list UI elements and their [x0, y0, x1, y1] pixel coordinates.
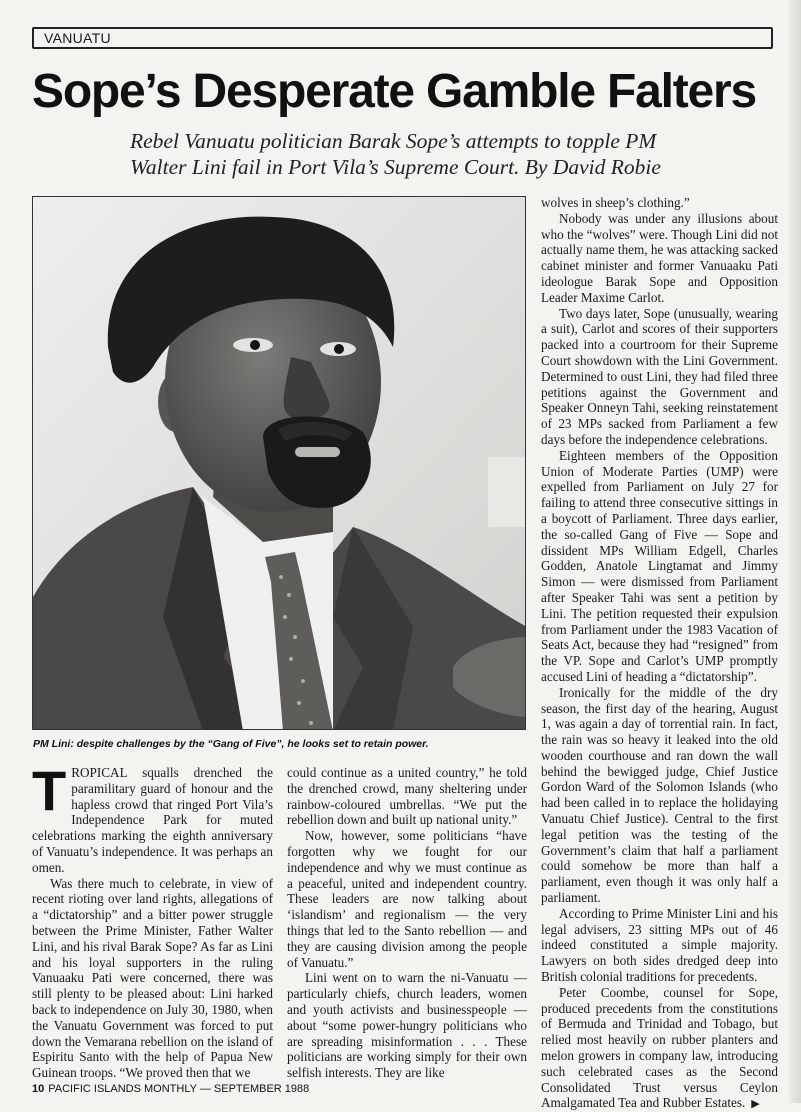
article-column-3 [541, 195, 778, 1112]
headline: Sope’s Desperate Gamble Falters [32, 65, 757, 118]
portrait-illustration [33, 197, 526, 730]
article-paragraph: Ironically for the middle of the dry season, the first day of the hearing, August 1, was again a day of torrential rain. In fact, the rain was so heavy it leaked into the old wooden courthouse and ran down the wall behind the bewigged judge, Chief Justice Gordon Ward of the Solomon Islands (who had been called in to replace the holidaying Vanuatu Chief Justice). Central to the first legal petition was the testing of the Government’s claim that half a parliament could somehow be more than half a parliament, even though it was only half a parliament. [541, 684, 778, 906]
article-paragraph: Peter Coombe, counsel for Sope, produced precedents from the constitutions of Bermuda and Trinidad and Tobago, but relied most heavily on rubber planters and melon growers in company law, introducing such celebrated cases as the Second Consolidated Trust versus Ceylon Amalgamated Tea and Rubber Estates. ▶ [541, 984, 778, 1111]
portrait-photo [32, 196, 526, 730]
article-paragraph: wolves in sheep’s clothing.” [541, 195, 690, 210]
page-footer [32, 1083, 309, 1095]
article-paragraph: According to Prime Minister Lini and his legal advisers, 23 sitting MPs out of 46 indeed constituted a simple majority. Lawyers on both sides dredged deep into British colonial traditions for precedents. [541, 905, 778, 985]
article-paragraph: Two days later, Sope (unusually, wearing a suit), Carlot and scores of their supporters packed into a courtroom for their Supreme Court showdown with the Lini Government. Determined to oust Lini, they had filed three petitions against the Government and Speaker Onneyn Tahi, seeking reinstatement of 23 MPs sacked from Parliament a few days before the independence celebrations. [541, 305, 778, 447]
deck-subtitle: Rebel Vanuatu politician Barak Sope’s attempts to topple PM Walter Lini fail in Port Vila’s Supreme Court. By David Robie [130, 129, 661, 179]
drop-cap: T [32, 759, 67, 822]
article-column-2 [287, 765, 527, 1081]
article-paragraph: TROPICAL squalls drenched the paramilitary guard of honour and the hapless crowd that ringed Port Vila’s Independence Park for muted celebrations marking the eighth anniversary of Vanuatu’s independence. It was perhaps an omen. [32, 759, 273, 875]
article-paragraph: Now, however, some politicians “have forgotten why we fought for our independence and why we must continue as a peaceful, united and independent country. These leaders are now talking about ‘islandism’ and regionalism — the very things that led to the Santo rebellion — and they are causing division among the people of Vanuatu.” [287, 828, 527, 970]
article-paragraph: could continue as a united country,” he told the drenched crowd, many sheltering under rainbow-coloured umbrellas. “We put the rebellion down and built up national unity.” [287, 765, 527, 828]
page-edge [789, 0, 801, 1103]
article-paragraph: Lini went on to warn the ni-Vanuatu — particularly chiefs, church leaders, women and youth activists and businesspeople — about “some power-hungry politicians who are spreading misinformation . . . These politicians are working simply for their own selfish interests. They are like [287, 970, 527, 1081]
photo-caption: PM Lini: despite challenges by the “Gang of Five”, he looks set to retain power. [33, 738, 429, 750]
article-paragraph: Eighteen members of the Opposition Union of Moderate Parties (UMP) were expelled from Parliament on July 27 for failing to attend three consecutive sittings in a boycott of Parliament. Three days earlier, the so-called Gang of Five — Sope and dissident MPs William Edgell, Charles Godden, Anatole Lingtamat and Jimmy Simon — were dismissed from Parliament after Speaker Tahi was sent a petition by Lini. The petition requested their expulsion from Parliament under the 1983 Vacation of Seats Act, because they had “resigned” from the VP. Sope and Carlot’s UMP promptly accused Lini of heading a “dictatorship”. [541, 447, 778, 684]
article-paragraph: Nobody was under any illusions about who the “wolves” were. Though Lini did not actually name them, he was attacking sacked cabinet minister and former Vanuaaku Pati ideologue Barak Sope and Opposition Leader Maxime Carlot. [541, 210, 778, 305]
continued-triangle-right-icon: ▶ [751, 1097, 760, 1111]
article-column-1 [32, 759, 273, 1081]
section-label-bar [32, 27, 773, 49]
article-paragraph: Was there much to celebrate, in view of recent rioting over land rights, allegations of a “dictatorship” and a bitter power struggle between the Prime Minister, Father Walter Lini, and his rival Barak Sope? As far as Lini and his loyal supporters in the ruling Vanuaaku Pati were concerned, there was still plenty to be pleased about: Lini harked back to independence on July 30, 1980, when the Vanuatu Government was forced to put down the Vemarana rebellion on the island of Espiritu Santo with the help of Papua New Guinean troops. “We proved then that we [32, 875, 273, 1081]
publication-line: PACIFIC ISLANDS MONTHLY — SEPTEMBER 1988 [48, 1083, 310, 1095]
page-number: 10 [32, 1083, 45, 1095]
section-label: VANUATU [44, 30, 111, 46]
